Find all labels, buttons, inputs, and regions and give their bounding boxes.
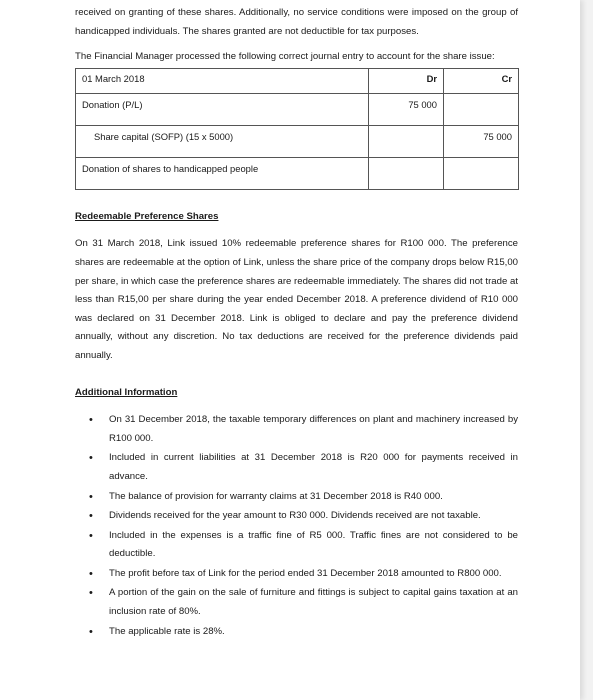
redeemable-heading: Redeemable Preference Shares <box>75 210 219 222</box>
list-item <box>75 565 518 584</box>
bullet-icon: • <box>89 510 93 523</box>
debit-cell <box>369 125 444 157</box>
document-content <box>75 4 518 642</box>
list-item-text: On 31 December 2018, the taxable temporary differences on plant and machinery increased by R100 000. <box>109 414 518 444</box>
bullet-icon: • <box>89 414 93 427</box>
redeemable-paragraph: On 31 March 2018, Link issued 10% redeemable preference shares for R100 000. The preference shares are redeemable at the option of Link, unless the share price of the company drops below R15,00 per share, in which case the preference shares are redeemable immediately. The shares did not trade at less than R15,00 per share during the year ended December 2018. A preference dividend of R10 000 was declared on 31 December 2018. Link is obliged to declare and pay the preference dividend annually, without any discretion. No tax deductions are received for the preference dividends paid annually. <box>75 238 518 361</box>
bullet-icon: • <box>89 529 93 542</box>
list-item-text: The balance of provision for warranty claims at 31 December 2018 is R40 000. <box>109 490 443 502</box>
list-item-text: Dividends received for the year amount to R30 000. Dividends received are not taxable. <box>109 510 481 522</box>
credit-cell <box>444 93 519 125</box>
additional-info-list <box>75 411 518 641</box>
credit-header: Cr <box>444 68 519 93</box>
list-item-text: Included in current liabilities at 31 December 2018 is R20 000 for payments received in advance. <box>109 452 518 482</box>
credit-cell: 75 000 <box>444 125 519 157</box>
debit-cell: 75 000 <box>369 93 444 125</box>
narration-cell: Donation of shares to handicapped people <box>76 157 369 189</box>
list-item <box>75 488 518 507</box>
list-item-text: A portion of the gain on the sale of furniture and fittings is subject to capital gains taxation at an inclusion rate of 80%. <box>109 587 518 618</box>
table-row <box>76 125 519 157</box>
bullet-icon: • <box>89 587 93 600</box>
bullet-icon: • <box>89 625 93 638</box>
journal-intro-paragraph: The Financial Manager processed the following correct journal entry to account for the share issue: <box>75 51 495 63</box>
list-item <box>75 411 518 448</box>
list-item-text: Included in the expenses is a traffic fine of R5 000. Traffic fines are not considered to be deductible. <box>109 529 518 560</box>
journal-entry-table <box>75 68 519 190</box>
table-row <box>76 93 519 125</box>
list-item-text: The applicable rate is 28%. <box>109 625 225 637</box>
journal-header-row <box>76 68 519 93</box>
list-item-text: The profit before tax of Link for the period ended 31 December 2018 amounted to R800 000. <box>109 567 502 579</box>
additional-heading: Additional Information <box>75 386 178 398</box>
intro-paragraph: received on granting of these shares. Additionally, no service conditions were imposed on the group of handicapped individuals. The shares granted are not deductible for tax purposes. <box>75 7 518 37</box>
credit-cell <box>444 157 519 189</box>
journal-date: 01 March 2018 <box>76 68 369 93</box>
list-item <box>75 449 518 486</box>
debit-cell <box>369 157 444 189</box>
bullet-icon: • <box>89 567 93 580</box>
list-item <box>75 623 518 642</box>
list-item <box>75 527 518 564</box>
list-item <box>75 507 518 526</box>
debit-header: Dr <box>369 68 444 93</box>
bullet-icon: • <box>89 452 93 465</box>
account-cell: Share capital (SOFP) (15 x 5000) <box>76 125 369 157</box>
account-cell: Donation (P/L) <box>76 93 369 125</box>
list-item <box>75 584 518 621</box>
table-row <box>76 157 519 189</box>
bullet-icon: • <box>89 490 93 503</box>
